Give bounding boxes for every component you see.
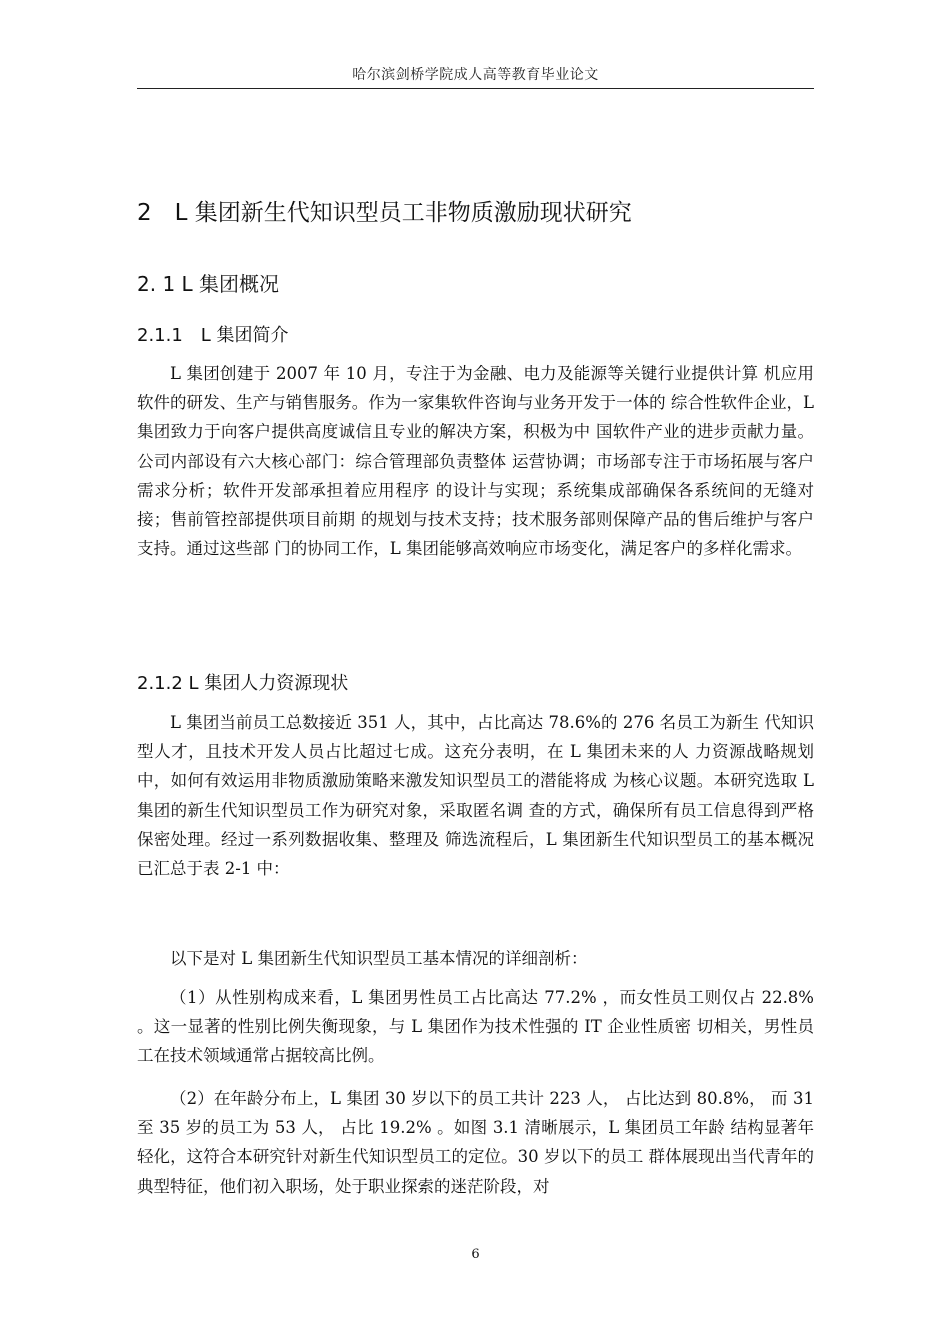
running-header: 哈尔滨剑桥学院成人高等教育毕业论文 xyxy=(352,67,599,83)
paragraph-intro: L 集团创建于 2007 年 10 月，专注于为金融、电力及能源等关键行业提供计算 机应用软件的研发、生产与销售服务。作为一家集软件咨询与业务开发于一体的 综合性软件企业，L 集团致力于向客户提供高度诚信且专业的解决方案，积极为中 国软件产业的进步贡献力量。公司内部设有六大核心部门：综合管理部负责整体 运营协调；市场部专注于市场拓展与客户需求分析；软件开发部承担着应用程序 的设计与实现；系统集成部确保各系统间的无缝对接；售前管控部提供项目前期 的规划与技术支持；技术服务部则保障产品的售后维护与客户支持。通过这些部 门的协同工作，L 集团能够高效响应市场变化，满足客户的多样化需求。 xyxy=(137,364,814,559)
paragraph-hr-overview: L 集团当前员工总数接近 351 人，其中，占比高达 78.6%的 276 名员工为新生 代知识型人才，且技术开发人员占比超过七成。这充分表明，在 L 集团未来的人 力资源战略规划中，如何有效运用非物质激励策略来激发知识型员工的潜能将成 为核心议题。本研究选取 L 集团的新生代知识型员工作为研究对象，采取匿名调 查的方式，确保所有员工信息得到严格保密处理。经过一系列数据收集、整理及 筛选流程后，L 集团新生代知识型员工的基本概况已汇总于表 2-1 中： xyxy=(137,713,814,879)
subsection-title-intro: 2.1.1 L 集团简介 xyxy=(137,325,289,346)
subsection-title-hr: 2.1.2 L 集团人力资源现状 xyxy=(137,673,349,694)
section-title: 2. 1 L 集团概况 xyxy=(137,272,280,296)
page-number: 6 xyxy=(471,1247,480,1262)
chapter-title: 2 L 集团新生代知识型员工非物质激励现状研究 xyxy=(137,200,632,226)
paragraph-analysis-intro: 以下是对 L 集团新生代知识型员工基本情况的详细剖析： xyxy=(170,949,588,968)
paragraph-gender: （1）从性别构成来看，L 集团男性员工占比高达 77.2% ，而女性员工则仅占 22.8% 。这一显著的性别比例失衡现象，与 L 集团作为技术性强的 IT 企业性质密 切相关，男性员工在技术领域通常占据较高比例。 xyxy=(137,988,814,1066)
header-rule xyxy=(137,88,814,89)
paragraph-age: （2）在年龄分布上，L 集团 30 岁以下的员工共计 223 人， 占比达到 80.8%， 而 31 至 35 岁的员工为 53 人， 占比 19.2% 。如图 3.1 清晰展示，L 集团员工年龄 结构显著年轻化，这符合本研究针对新生代知识型员工的定位。30 岁以下的员工 群体展现出当代青年的典型特征，他们初入职场，处于职业探索的迷茫阶段，对 xyxy=(137,1089,814,1196)
